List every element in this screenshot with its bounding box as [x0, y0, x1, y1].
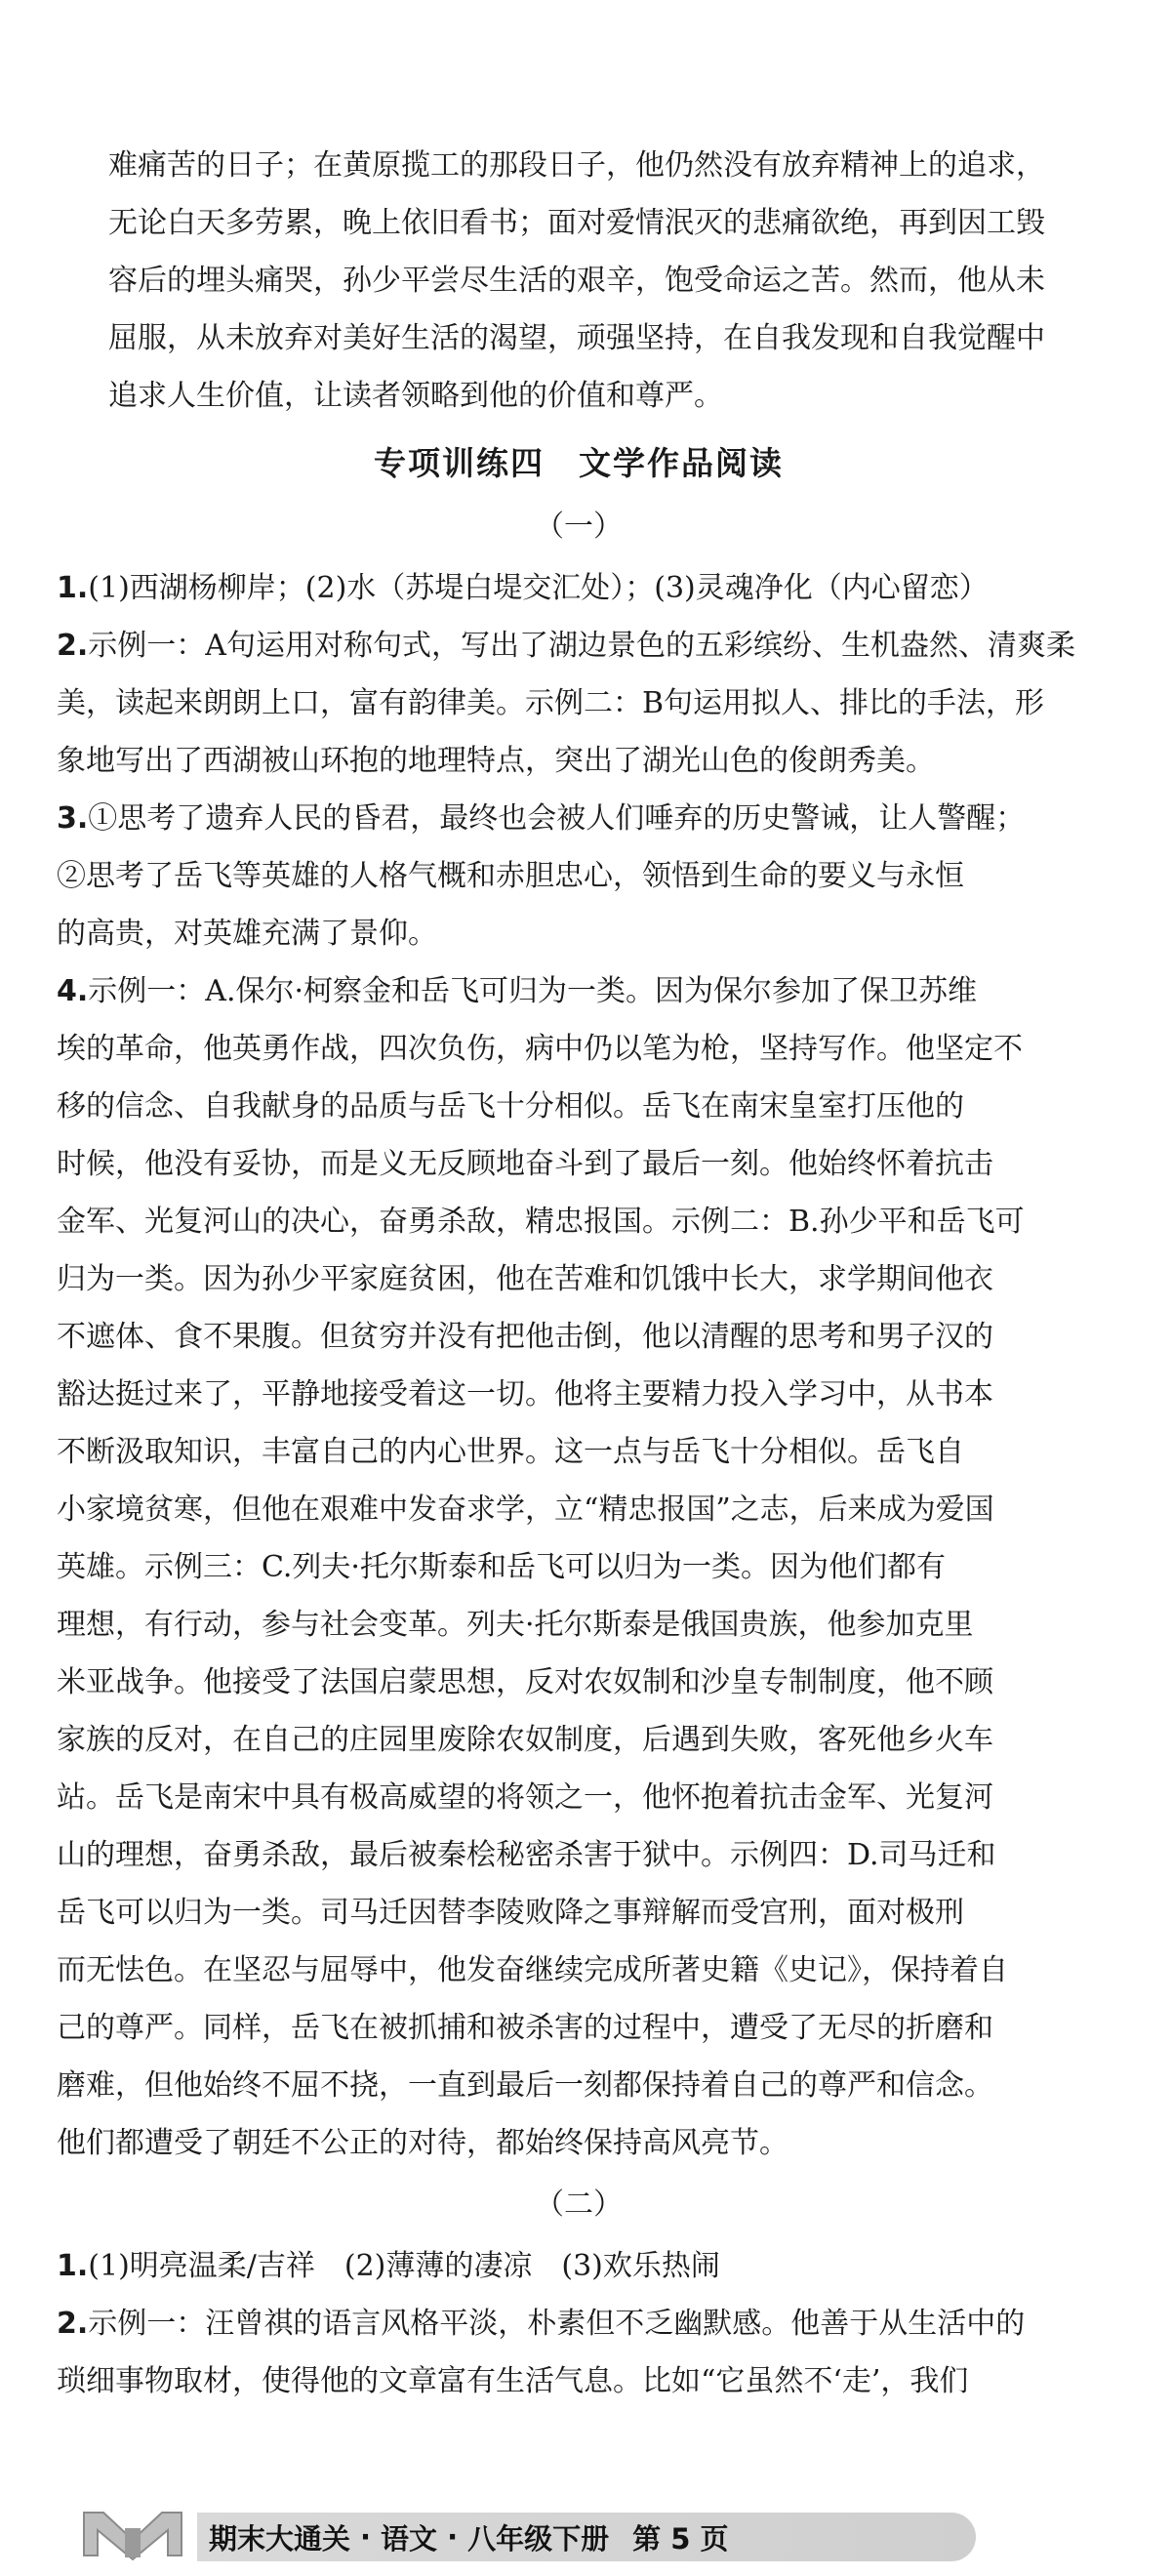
text-line: 的高贵，对英雄充满了景仰。	[57, 917, 437, 951]
answer-item	[57, 2295, 1101, 2410]
text-line: ①思考了遗弃人民的昏君，最终也会被人们唾弃的历史警诫，让人警醒；	[88, 801, 1026, 836]
text-line: 追求人生价值，让读者领略到他的价值和尊严。	[108, 379, 723, 413]
book-title: 期末大通关	[209, 2521, 351, 2556]
grade-label: 八年级下册	[467, 2521, 610, 2556]
text-line: 容后的埋头痛哭，孙少平尝尽生活的艰辛，饱受命运之苦。然而，他从未	[108, 264, 1045, 298]
publisher-logo-icon	[78, 2507, 187, 2567]
text-line: 埃的革命，他英勇作战，四次负伤，病中仍以笔为枪，坚持写作。他坚定不	[57, 1032, 1023, 1066]
text-line: 磨难，但他始终不屈不挠，一直到最后一刻都保持着自己的尊严和信念。	[57, 2068, 993, 2103]
separator: ·	[360, 2520, 372, 2554]
page-content	[57, 137, 1101, 2410]
text-line: (1)西湖杨柳岸；(2)水（苏堤白堤交汇处）；(3)灵魂净化（内心留恋）	[88, 571, 989, 605]
page-footer	[78, 2507, 976, 2567]
text-line: 难痛苦的日子；在黄原揽工的那段日子，他仍然没有放弃精神上的追求，	[108, 148, 1045, 183]
part-heading: （一）	[535, 510, 623, 544]
item-number: 1.	[57, 2249, 89, 2283]
answer-item	[57, 559, 1101, 617]
text-line: 英雄。示例三：C.列夫·托尔斯泰和岳飞可以归为一类。因为他们都有	[57, 1550, 946, 1584]
item-number: 4.	[57, 974, 89, 1008]
item-number: 1.	[57, 571, 89, 605]
text-line: 而无怯色。在坚忍与屈辱中，他发奋继续完成所著史籍《史记》，保持着自	[57, 1953, 1008, 1987]
answer-item	[57, 617, 1101, 790]
text-line: ②思考了岳飞等英雄的人格气概和赤胆忠心，领悟到生命的要义与永恒	[57, 859, 964, 893]
text-line: 己的尊严。同样，岳飞在被抓捕和被杀害的过程中，遭受了无尽的折磨和	[57, 2011, 993, 2045]
text-line: 站。岳飞是南宋中具有极高威望的将领之一，他怀抱着抗击金军、光复河	[57, 1780, 993, 1815]
footer-band	[197, 2513, 976, 2561]
text-line: 示例一：A句运用对称句式，写出了湖边景色的五彩缤纷、生机盎然、清爽柔	[88, 629, 1075, 663]
answer-item	[57, 962, 1101, 2172]
item-number: 3.	[57, 801, 89, 836]
text-line: 无论白天多劳累，晚上依旧看书；面对爱情泯灭的悲痛欲绝，再到因工毁	[108, 206, 1045, 240]
text-line: 时候，他没有妥协，而是义无反顾地奋斗到了最后一刻。他始终怀着抗击	[57, 1147, 993, 1181]
text-line: 不遮体、食不果腹。但贫穷并没有把他击倒，他以清醒的思考和男子汉的	[57, 1320, 993, 1354]
text-line: 移的信念、自我献身的品质与岳飞十分相似。岳飞在南宋皇室打压他的	[57, 1089, 964, 1124]
text-line: 示例一：汪曾祺的语言风格平淡，朴素但不乏幽默感。他善于从生活中的	[88, 2307, 1026, 2341]
text-line: 归为一类。因为孙少平家庭贫困，他在苦难和饥饿中长大，求学期间他衣	[57, 1262, 993, 1296]
answer-item	[57, 2237, 1101, 2295]
separator: ·	[447, 2520, 459, 2554]
part-heading: （二）	[535, 2188, 623, 2222]
text-line: 不断汲取知识，丰富自己的内心世界。这一点与岳飞十分相似。岳飞自	[57, 1435, 964, 1469]
text-line: 美，读起来朗朗上口，富有韵律美。示例二：B句运用拟人、排比的手法，形	[57, 686, 1045, 720]
page-number: 第 5 页	[632, 2521, 729, 2556]
text-line: 他们都遭受了朝廷不公正的对待，都始终保持高风亮节。	[57, 2126, 788, 2160]
item-number: 2.	[57, 629, 89, 663]
answer-item	[57, 790, 1101, 962]
section-title: 专项训练四 文学作品阅读	[374, 444, 784, 482]
text-line: 琐细事物取材，使得他的文章富有生活气息。比如“它虽然不‘走’，我们	[57, 2364, 969, 2398]
text-line: 象地写出了西湖被山环抱的地理特点，突出了湖光山色的俊朗秀美。	[57, 744, 935, 778]
text-line: 金军、光复河山的决心，奋勇杀敌，精忠报国。示例二：B.孙少平和岳飞可	[57, 1205, 1025, 1239]
text-line: (1)明亮温柔/吉祥 (2)薄薄的凄凉 (3)欢乐热闹	[88, 2249, 720, 2283]
text-line: 豁达挺过来了，平静地接受着这一切。他将主要精力投入学习中，从书本	[57, 1377, 993, 1411]
item-number: 2.	[57, 2307, 89, 2341]
text-line: 家族的反对，在自己的庄园里废除农奴制度，后遇到失败，客死他乡火车	[57, 1723, 993, 1757]
subject-label: 语文	[381, 2521, 438, 2556]
text-line: 岳飞可以归为一类。司马迁因替李陵败降之事辩解而受宫刑，面对极刑	[57, 1896, 964, 1930]
text-line: 示例一：A.保尔·柯察金和岳飞可归为一类。因为保尔参加了保卫苏维	[88, 974, 978, 1008]
text-line: 屈服，从未放弃对美好生活的渴望，顽强坚持，在自我发现和自我觉醒中	[108, 321, 1045, 355]
text-line: 山的理想，奋勇杀敌，最后被秦桧秘密杀害于狱中。示例四：D.司马迁和	[57, 1838, 996, 1872]
text-line: 理想，有行动，参与社会变革。列夫·托尔斯泰是俄国贵族，他参加克里	[57, 1608, 974, 1642]
text-line: 米亚战争。他接受了法国启蒙思想，反对农奴制和沙皇专制制度，他不顾	[57, 1665, 993, 1699]
intro-paragraph	[57, 137, 1101, 425]
text-line: 小家境贫寒，但他在艰难中发奋求学，立“精忠报国”之志，后来成为爱国	[57, 1492, 994, 1527]
